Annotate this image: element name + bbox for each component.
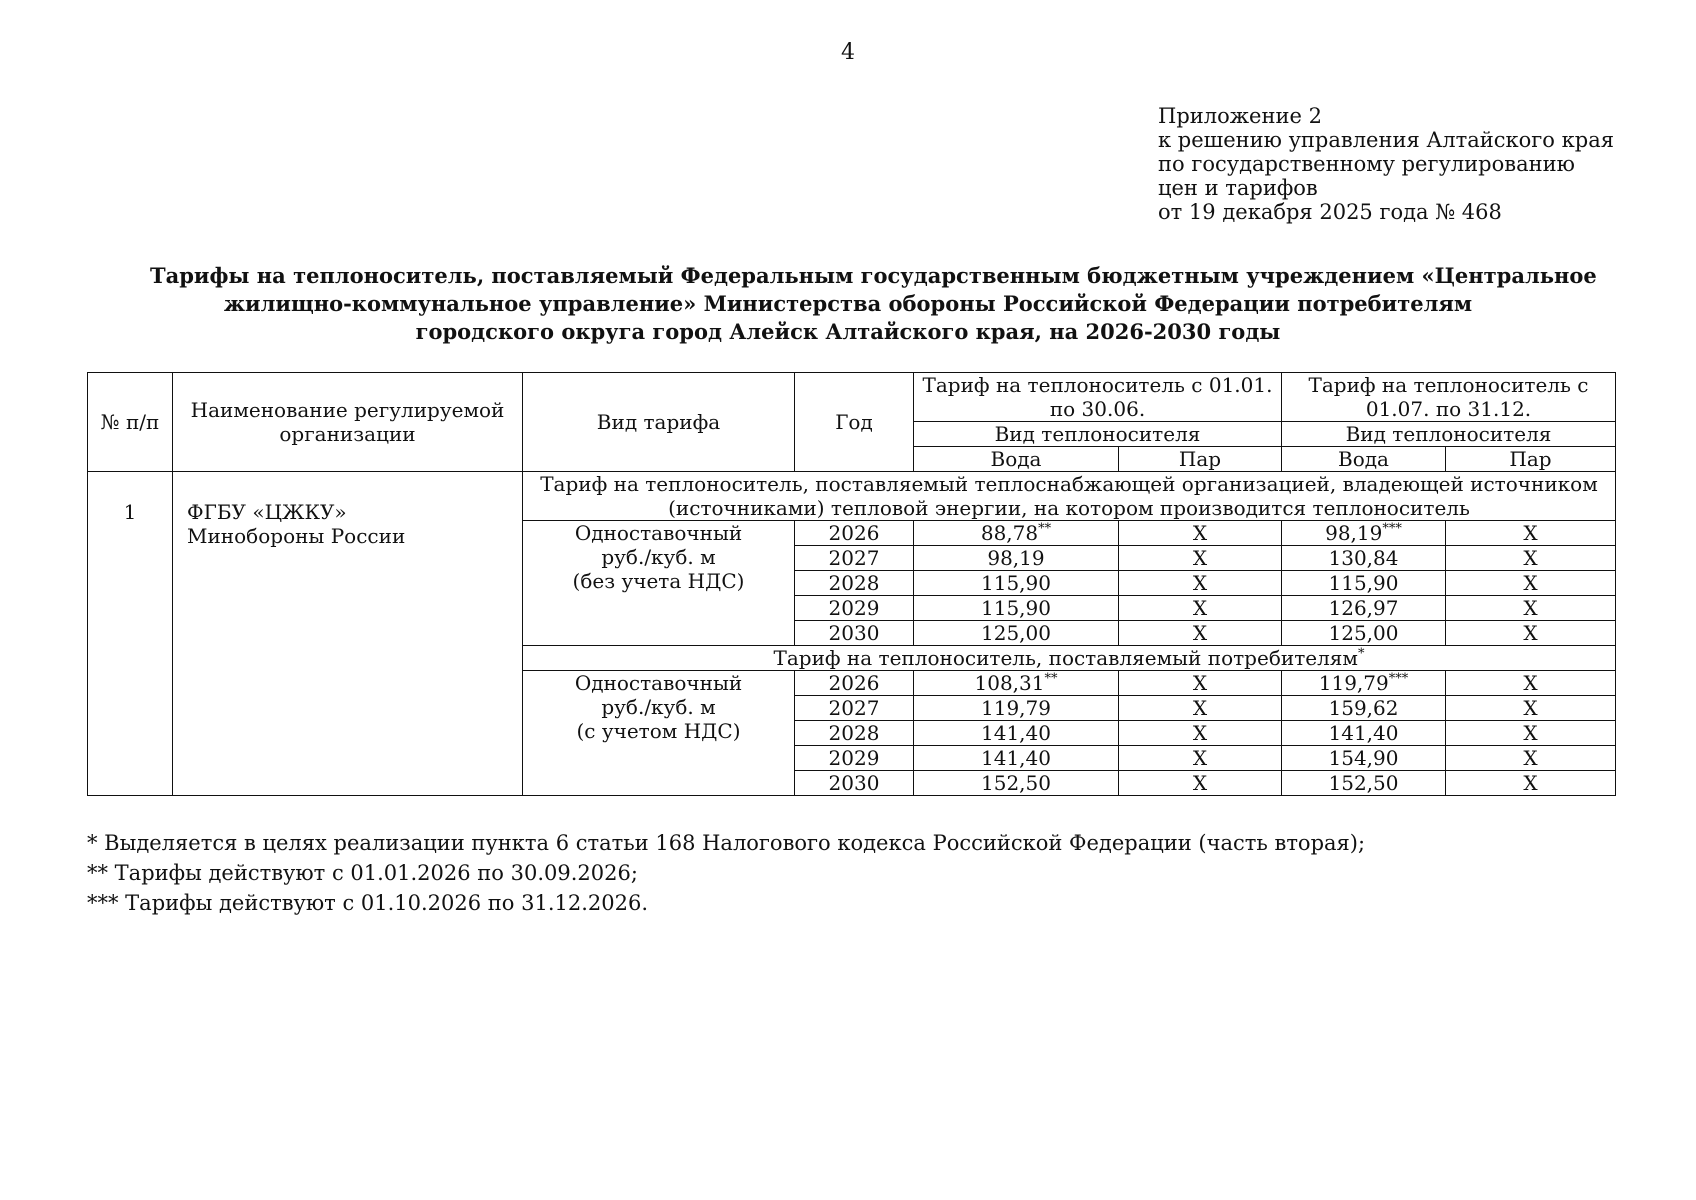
footnote-mark: ** [1044, 671, 1058, 687]
water-tariff-period-2 [1282, 571, 1446, 596]
tariff-value: 125,00 [1328, 621, 1399, 645]
year-cell: 2029 [795, 596, 914, 621]
rate-type-line: Одноставочный [574, 671, 743, 695]
section-heading-row [88, 472, 1616, 521]
year-cell: 2026 [795, 671, 914, 696]
water-tariff-period-1 [914, 596, 1119, 621]
water-tariff-period-2 [1282, 771, 1446, 796]
footnote: *** Тарифы действуют с 01.10.2026 по 31.12.2026. [87, 891, 649, 915]
steam-tariff-period-1: X [1119, 621, 1282, 646]
appendix-line: по государственному регулированию [1158, 152, 1575, 176]
header-row [88, 373, 1616, 422]
footnote-mark: *** [1388, 671, 1409, 687]
year-cell: 2028 [795, 571, 914, 596]
water-tariff-period-2 [1282, 546, 1446, 571]
footnote: ** Тарифы действуют с 01.01.2026 по 30.09.2026; [87, 861, 638, 885]
org-line: ФГБУ «ЦЖКУ» [187, 500, 347, 524]
water-tariff-period-1 [914, 521, 1119, 546]
tariff-value: 159,62 [1328, 696, 1399, 720]
header-carrier-type: Вид теплоносителя [1282, 422, 1616, 447]
footnote: * Выделяется в целях реализации пункта 6 статьи 168 Налогового кодекса Российской Федерации (часть вторая); [87, 831, 1366, 855]
steam-tariff-period-1: X [1119, 746, 1282, 771]
section-heading-mark: * [1357, 646, 1365, 662]
steam-tariff-period-2: X [1446, 671, 1616, 696]
tariff-value: 115,90 [1328, 571, 1399, 595]
header-carrier-type: Вид теплоносителя [914, 422, 1282, 447]
steam-tariff-period-2: X [1446, 571, 1616, 596]
title-line: городского округа город Алейск Алтайского края, на 2026-2030 годы [415, 319, 1281, 344]
rate-type-line: руб./куб. м [601, 695, 716, 719]
document-title [150, 262, 1597, 346]
tariff-value: 130,84 [1328, 546, 1399, 570]
tariff-value: 98,19 [1325, 521, 1383, 545]
steam-tariff-period-2: X [1446, 596, 1616, 621]
section-heading-text: Тариф на теплоноситель, поставляемый потребителям [773, 646, 1358, 670]
water-tariff-period-1 [914, 621, 1119, 646]
steam-tariff-period-2: X [1446, 621, 1616, 646]
rate-type-line: (с учетом НДС) [576, 719, 741, 743]
header-water: Вода [914, 447, 1119, 472]
water-tariff-period-2 [1282, 521, 1446, 546]
tariff-value: 115,90 [981, 571, 1051, 595]
row-number: 1 [88, 472, 173, 796]
tariff-table [87, 372, 1616, 796]
year-cell: 2029 [795, 746, 914, 771]
water-tariff-period-2 [1282, 621, 1446, 646]
tariff-value: 119,79 [1318, 671, 1389, 695]
water-tariff-period-2 [1282, 696, 1446, 721]
steam-tariff-period-2: X [1446, 721, 1616, 746]
water-tariff-period-1 [914, 771, 1119, 796]
section-heading [523, 472, 1616, 521]
steam-tariff-period-2: X [1446, 521, 1616, 546]
year-cell: 2027 [795, 546, 914, 571]
header-org: Наименование регулируемой организации [173, 373, 523, 472]
tariff-value: 88,78 [980, 521, 1039, 545]
water-tariff-period-2 [1282, 671, 1446, 696]
steam-tariff-period-1: X [1119, 571, 1282, 596]
footnotes [87, 828, 1365, 918]
header-rate-type: Вид тарифа [523, 373, 795, 472]
water-tariff-period-2 [1282, 596, 1446, 621]
steam-tariff-period-1: X [1119, 596, 1282, 621]
rate-type-cell [523, 671, 795, 796]
tariff-value: 108,31 [974, 671, 1045, 695]
year-cell: 2027 [795, 696, 914, 721]
steam-tariff-period-2: X [1446, 746, 1616, 771]
tariff-value: 152,50 [981, 771, 1051, 795]
tariff-value: 119,79 [981, 696, 1051, 720]
header-steam: Пар [1119, 447, 1282, 472]
tariff-value: 141,40 [981, 721, 1051, 745]
steam-tariff-period-2: X [1446, 771, 1616, 796]
water-tariff-period-1 [914, 671, 1119, 696]
steam-tariff-period-1: X [1119, 546, 1282, 571]
section-heading-text: Тариф на теплоноситель, поставляемый теплоснабжающей организацией, владеющей источником (источниками) тепловой энергии, на котором производится теплоноситель [540, 472, 1598, 520]
water-tariff-period-1 [914, 571, 1119, 596]
rate-type-line: руб./куб. м [601, 545, 716, 569]
year-cell: 2026 [795, 521, 914, 546]
header-year: Год [795, 373, 914, 472]
tariff-value: 125,00 [981, 621, 1051, 645]
org-line: Минобороны России [187, 524, 406, 548]
tariff-value: 152,50 [1328, 771, 1399, 795]
rate-type-line: (без учета НДС) [572, 569, 745, 593]
steam-tariff-period-2: X [1446, 546, 1616, 571]
steam-tariff-period-1: X [1119, 521, 1282, 546]
water-tariff-period-1 [914, 746, 1119, 771]
steam-tariff-period-2: X [1446, 696, 1616, 721]
tariff-value: 154,90 [1328, 746, 1399, 770]
title-line: жилищно-коммунальное управление» Министерства обороны Российской Федерации потребителям [223, 291, 1473, 316]
footnote-mark: ** [1038, 521, 1052, 537]
appendix-block [1158, 104, 1614, 224]
water-tariff-period-1 [914, 546, 1119, 571]
header-steam: Пар [1446, 447, 1616, 472]
rate-type-cell [523, 521, 795, 646]
header-water: Вода [1282, 447, 1446, 472]
year-cell: 2030 [795, 621, 914, 646]
appendix-line: цен и тарифов [1158, 176, 1318, 200]
header-num: № п/п [88, 373, 173, 472]
steam-tariff-period-1: X [1119, 671, 1282, 696]
page-number: 4 [841, 40, 855, 65]
year-cell: 2030 [795, 771, 914, 796]
appendix-line: от 19 декабря 2025 года № 468 [1158, 200, 1502, 224]
header-period-2: Тариф на теплоноситель с 01.07. по 31.12. [1282, 373, 1616, 422]
water-tariff-period-2 [1282, 721, 1446, 746]
water-tariff-period-1 [914, 721, 1119, 746]
tariff-value: 98,19 [987, 546, 1045, 570]
tariff-value: 141,40 [1328, 721, 1399, 745]
section-heading [523, 646, 1616, 671]
tariff-value: 115,90 [981, 596, 1051, 620]
tariff-value: 141,40 [981, 746, 1051, 770]
appendix-line: Приложение 2 [1158, 104, 1322, 128]
steam-tariff-period-1: X [1119, 721, 1282, 746]
organization-name [173, 472, 523, 796]
rate-type-line: Одноставочный [574, 521, 743, 545]
water-tariff-period-2 [1282, 746, 1446, 771]
footnote-mark: *** [1382, 521, 1402, 537]
steam-tariff-period-1: X [1119, 771, 1282, 796]
steam-tariff-period-1: X [1119, 696, 1282, 721]
header-period-1: Тариф на теплоноситель с 01.01. по 30.06. [914, 373, 1282, 422]
appendix-line: к решению управления Алтайского края [1158, 128, 1614, 152]
title-line: Тарифы на теплоноситель, поставляемый Федеральным государственным бюджетным учреждением «Центральное [150, 263, 1597, 288]
tariff-value: 126,97 [1328, 596, 1399, 620]
water-tariff-period-1 [914, 696, 1119, 721]
year-cell: 2028 [795, 721, 914, 746]
